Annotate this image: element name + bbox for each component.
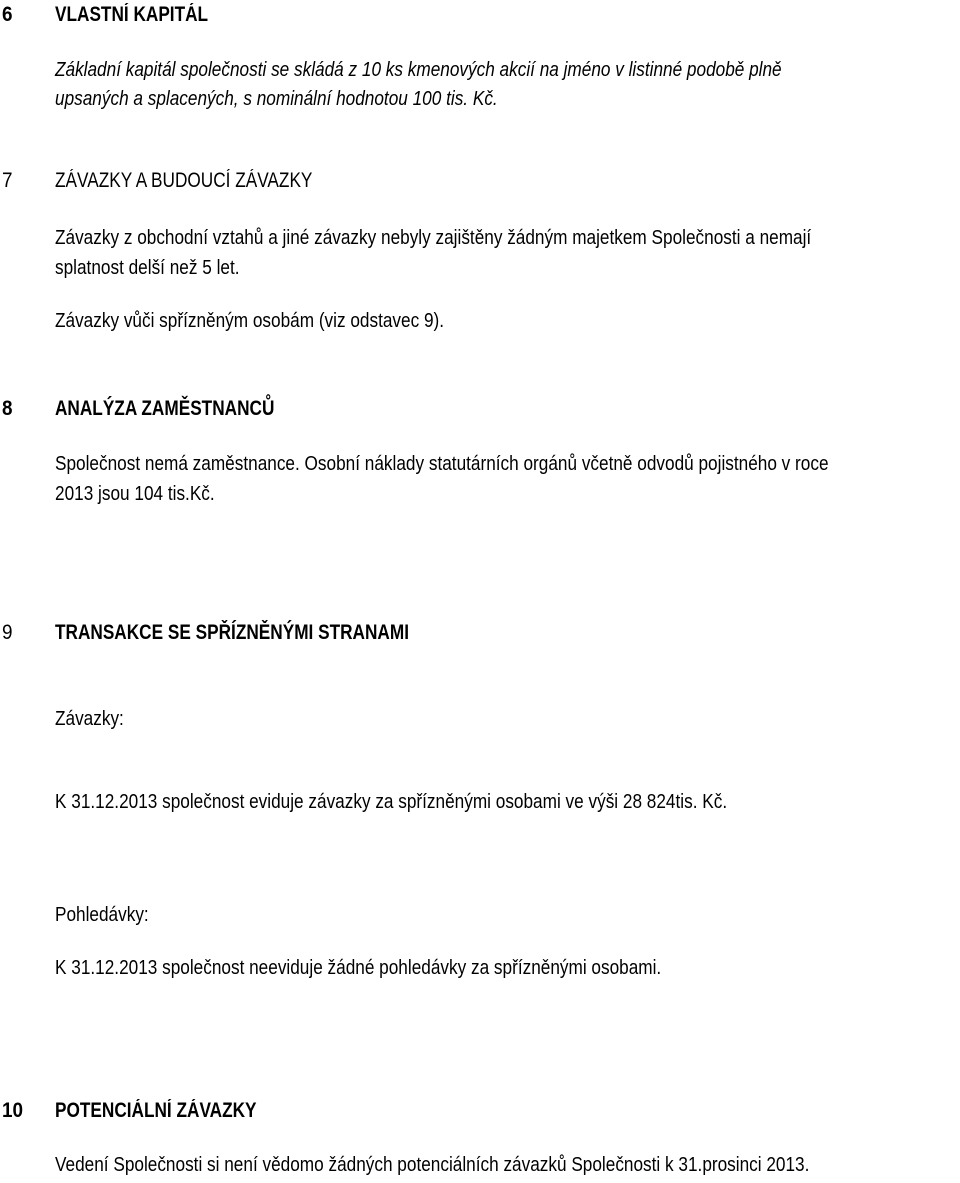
section-8-title: ANALÝZA ZAMĚSTNANCŮ: [55, 397, 275, 420]
section-6-paragraph-line: Základní kapitál společnosti se skládá z 10 ks kmenových akcií na jméno v listinné podobě plně: [55, 59, 782, 81]
section-9-number: 9: [2, 621, 13, 644]
section-10-title: POTENCIÁLNÍ ZÁVAZKY: [55, 1099, 257, 1122]
section-6-paragraph-line: upsaných a splacených, s nominální hodnotou 100 tis. Kč.: [55, 88, 498, 110]
section-9-paragraph-line: K 31.12.2013 společnost eviduje závazky za spřízněnými osobami ve výši 28 824tis. Kč.: [55, 791, 728, 813]
section-8-paragraph-line: 2013 jsou 104 tis.Kč.: [55, 483, 215, 505]
section-8-paragraph-line: Společnost nemá zaměstnance. Osobní náklady statutárních orgánů včetně odvodů pojistného v roce: [55, 453, 829, 475]
section-10-paragraph-line: Vedení Společnosti si není vědomo žádných potenciálních závazků Společnosti k 31.prosinci 2013.: [55, 1154, 810, 1176]
section-7-paragraph-line: Závazky z obchodní vztahů a jiné závazky nebyly zajištěny žádným majetkem Společnosti a nemají: [55, 227, 812, 249]
section-7-number: 7: [2, 169, 13, 192]
section-9-subheading-receivables: Pohledávky:: [55, 904, 149, 926]
section-8-number: 8: [2, 397, 13, 420]
section-9-subheading-payables: Závazky:: [55, 708, 124, 730]
section-6-title: VLASTNÍ KAPITÁL: [55, 3, 209, 26]
section-7-paragraph-line: splatnost delší než 5 let.: [55, 257, 240, 279]
section-7-paragraph-line: Závazky vůči spřízněným osobám (viz odstavec 9).: [55, 310, 445, 332]
section-9-paragraph-line: K 31.12.2013 společnost neeviduje žádné pohledávky za spřízněnými osobami.: [55, 957, 662, 979]
section-10-number: 10: [2, 1099, 24, 1122]
section-6-number: 6: [2, 3, 13, 26]
section-9-title: TRANSAKCE SE SPŘÍZNĚNÝMI STRANAMI: [55, 621, 409, 644]
section-7-title: ZÁVAZKY A BUDOUCÍ ZÁVAZKY: [55, 169, 313, 192]
